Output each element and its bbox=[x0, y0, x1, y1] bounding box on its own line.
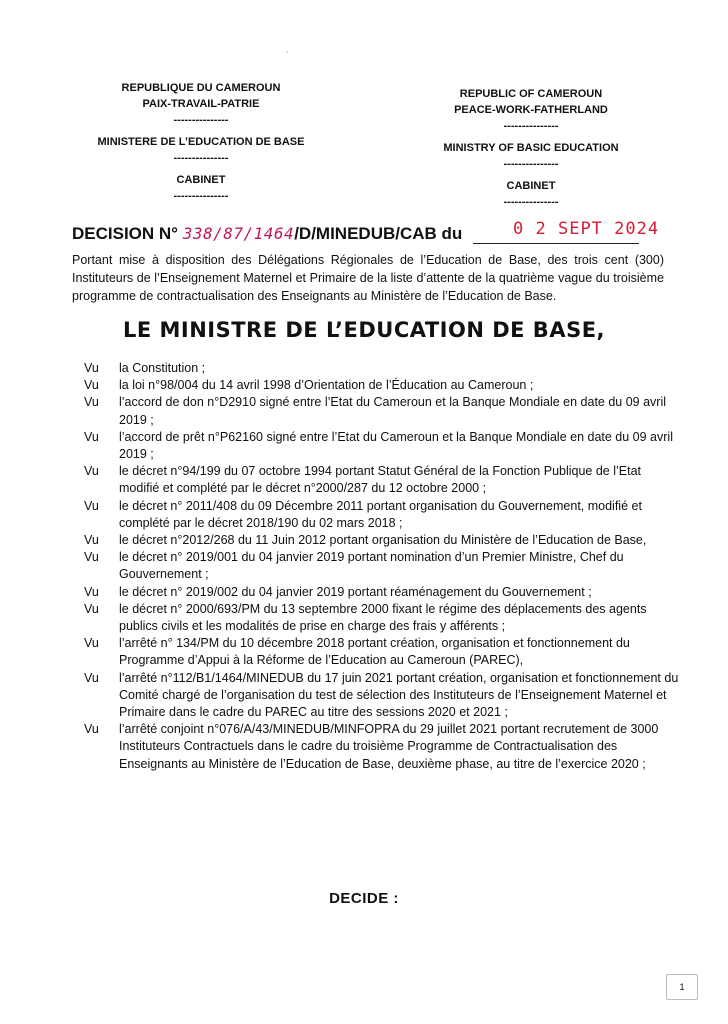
motto-en: PEACE-WORK-FATHERLAND bbox=[454, 104, 608, 116]
consideration-text: l’arrêté conjoint n°076/A/43/MINEDUB/MINFOPRA du 29 juillet 2021 portant recrutement de 3000 Instituteurs Contractuels dans le cadre du troisième Programme de Contractualisation des Enseignants au Ministère de l’Education de Base, deuxième phase, au titre de l’exercice 2020 ; bbox=[119, 722, 659, 771]
scan-mark: ‚ bbox=[286, 44, 288, 54]
vu-label: Vu bbox=[84, 601, 99, 616]
vu-label: Vu bbox=[84, 429, 99, 444]
cabinet-en: CABINET bbox=[506, 180, 556, 192]
separator: --------------- bbox=[503, 120, 559, 132]
separator: --------------- bbox=[503, 196, 559, 208]
consideration-text: l’arrêté n° 134/PM du 10 décembre 2018 portant création, organisation et fonctionnement du Programme d’Appui à la Réforme de l’Education au Cameroun (PAREC), bbox=[119, 636, 630, 668]
consideration-item bbox=[84, 670, 684, 722]
consideration-item bbox=[84, 549, 684, 583]
consideration-item bbox=[84, 532, 684, 549]
consideration-text: le décret n° 2011/408 du 09 Décembre 2011 portant organisation du Gouvernement, modifié et complété par le décret 2018/190 du 02 mars 2018 ; bbox=[119, 498, 642, 530]
consideration-text: l’accord de don n°D2910 signé entre l’Etat du Cameroun et la Banque Mondiale en date du 09 avril 2019 ; bbox=[119, 395, 667, 427]
vu-label: Vu bbox=[84, 533, 99, 548]
vu-label: Vu bbox=[84, 498, 99, 513]
country-name-en: REPUBLIC OF CAMEROUN bbox=[459, 88, 603, 100]
consideration-item bbox=[84, 721, 684, 773]
decision-prefix: DECISION N° bbox=[72, 224, 178, 243]
separator: --------------- bbox=[173, 114, 229, 126]
motto-fr: PAIX-TRAVAIL-PATRIE bbox=[142, 98, 260, 110]
consideration-text: la loi n°98/004 du 14 avril 1998 d’Orientation de l’Éducation au Cameroun ; bbox=[119, 378, 534, 393]
vu-label: Vu bbox=[84, 584, 99, 599]
considerations-list bbox=[84, 360, 684, 773]
header-left bbox=[88, 80, 314, 204]
consideration-item bbox=[84, 377, 684, 394]
minister-heading: LE MINISTRE DE L’EDUCATION DE BASE, bbox=[122, 318, 606, 342]
vu-label: Vu bbox=[84, 550, 99, 565]
consideration-item bbox=[84, 601, 684, 635]
vu-label: Vu bbox=[84, 361, 99, 375]
country-name-fr: REPUBLIQUE DU CAMEROUN bbox=[121, 82, 281, 94]
separator: --------------- bbox=[173, 190, 229, 202]
consideration-text: l’accord de prêt n°P62160 signé entre l’Etat du Cameroun et la Banque Mondiale en date du 09 avril 2019 ; bbox=[119, 429, 673, 462]
decision-subject: Portant mise à disposition des Délégations Régionales de l’Education de Base, des trois cent (300) Instituteurs de l’Enseignement Maternel et Primaire de la liste d’attente de la quatrième vague du troisième programme de contractualisation des Enseignants au Ministère de l’Education de Base. bbox=[72, 253, 664, 303]
separator: --------------- bbox=[173, 152, 229, 164]
vu-label: Vu bbox=[84, 395, 99, 410]
consideration-item bbox=[84, 498, 684, 532]
consideration-item bbox=[84, 394, 684, 428]
consideration-item bbox=[84, 463, 684, 497]
vu-label: Vu bbox=[84, 464, 99, 479]
consideration-item bbox=[84, 429, 684, 463]
consideration-item bbox=[84, 360, 684, 377]
decide-heading: DECIDE : bbox=[329, 890, 399, 907]
consideration-text: l’arrêté n°112/B1/1464/MINEDUB du 17 juin 2021 portant création, organisation et fonctionnement du Comité chargé de l’organisation du test de sélection des Instituteurs de l’Enseignement Maternel et Primaire dans le cadre du PAREC au titre des sessions 2020 et 2021 ; bbox=[119, 670, 679, 720]
consideration-text: la Constitution ; bbox=[119, 361, 206, 375]
ministry-name-fr: MINISTERE DE L’EDUCATION DE BASE bbox=[97, 136, 305, 148]
vu-label: Vu bbox=[84, 636, 99, 651]
consideration-text: le décret n° 2019/002 du 04 janvier 2019 portant réaménagement du Gouvernement ; bbox=[119, 584, 592, 599]
separator: --------------- bbox=[503, 158, 559, 170]
ministry-name-en: MINISTRY OF BASIC EDUCATION bbox=[443, 142, 619, 154]
consideration-text: le décret n°2012/268 du 11 Juin 2012 portant organisation du Ministère de l’Education de Base, bbox=[119, 533, 647, 548]
decision-suffix: /D/MINEDUB/CAB du bbox=[294, 224, 463, 243]
page-number: 1 bbox=[666, 974, 698, 1000]
vu-label: Vu bbox=[84, 670, 99, 685]
consideration-item bbox=[84, 584, 684, 601]
decision-number: 338/87/1464 bbox=[182, 224, 295, 243]
consideration-text: le décret n° 2019/001 du 04 janvier 2019 portant nomination d’un Premier Ministre, Chef du Gouvernement ; bbox=[119, 550, 624, 582]
date-stamp: 0 2 SEPT 2024 bbox=[513, 219, 660, 239]
header-right bbox=[418, 86, 644, 210]
vu-label: Vu bbox=[84, 378, 99, 393]
consideration-text: le décret n°94/199 du 07 octobre 1994 portant Statut Général de la Fonction Publique de l’Etat modifié et complété par le décret n°2000/287 du 12 octobre 2000 ; bbox=[119, 464, 642, 496]
date-field bbox=[473, 219, 660, 244]
consideration-text: le décret n° 2000/693/PM du 13 septembre 2000 fixant le régime des déplacements des agents publics civils et les modalités de prise en charge des frais y afférents ; bbox=[119, 601, 647, 634]
vu-label: Vu bbox=[84, 722, 99, 737]
cabinet-fr: CABINET bbox=[176, 174, 226, 186]
decision-title bbox=[72, 219, 672, 250]
consideration-item bbox=[84, 635, 684, 669]
